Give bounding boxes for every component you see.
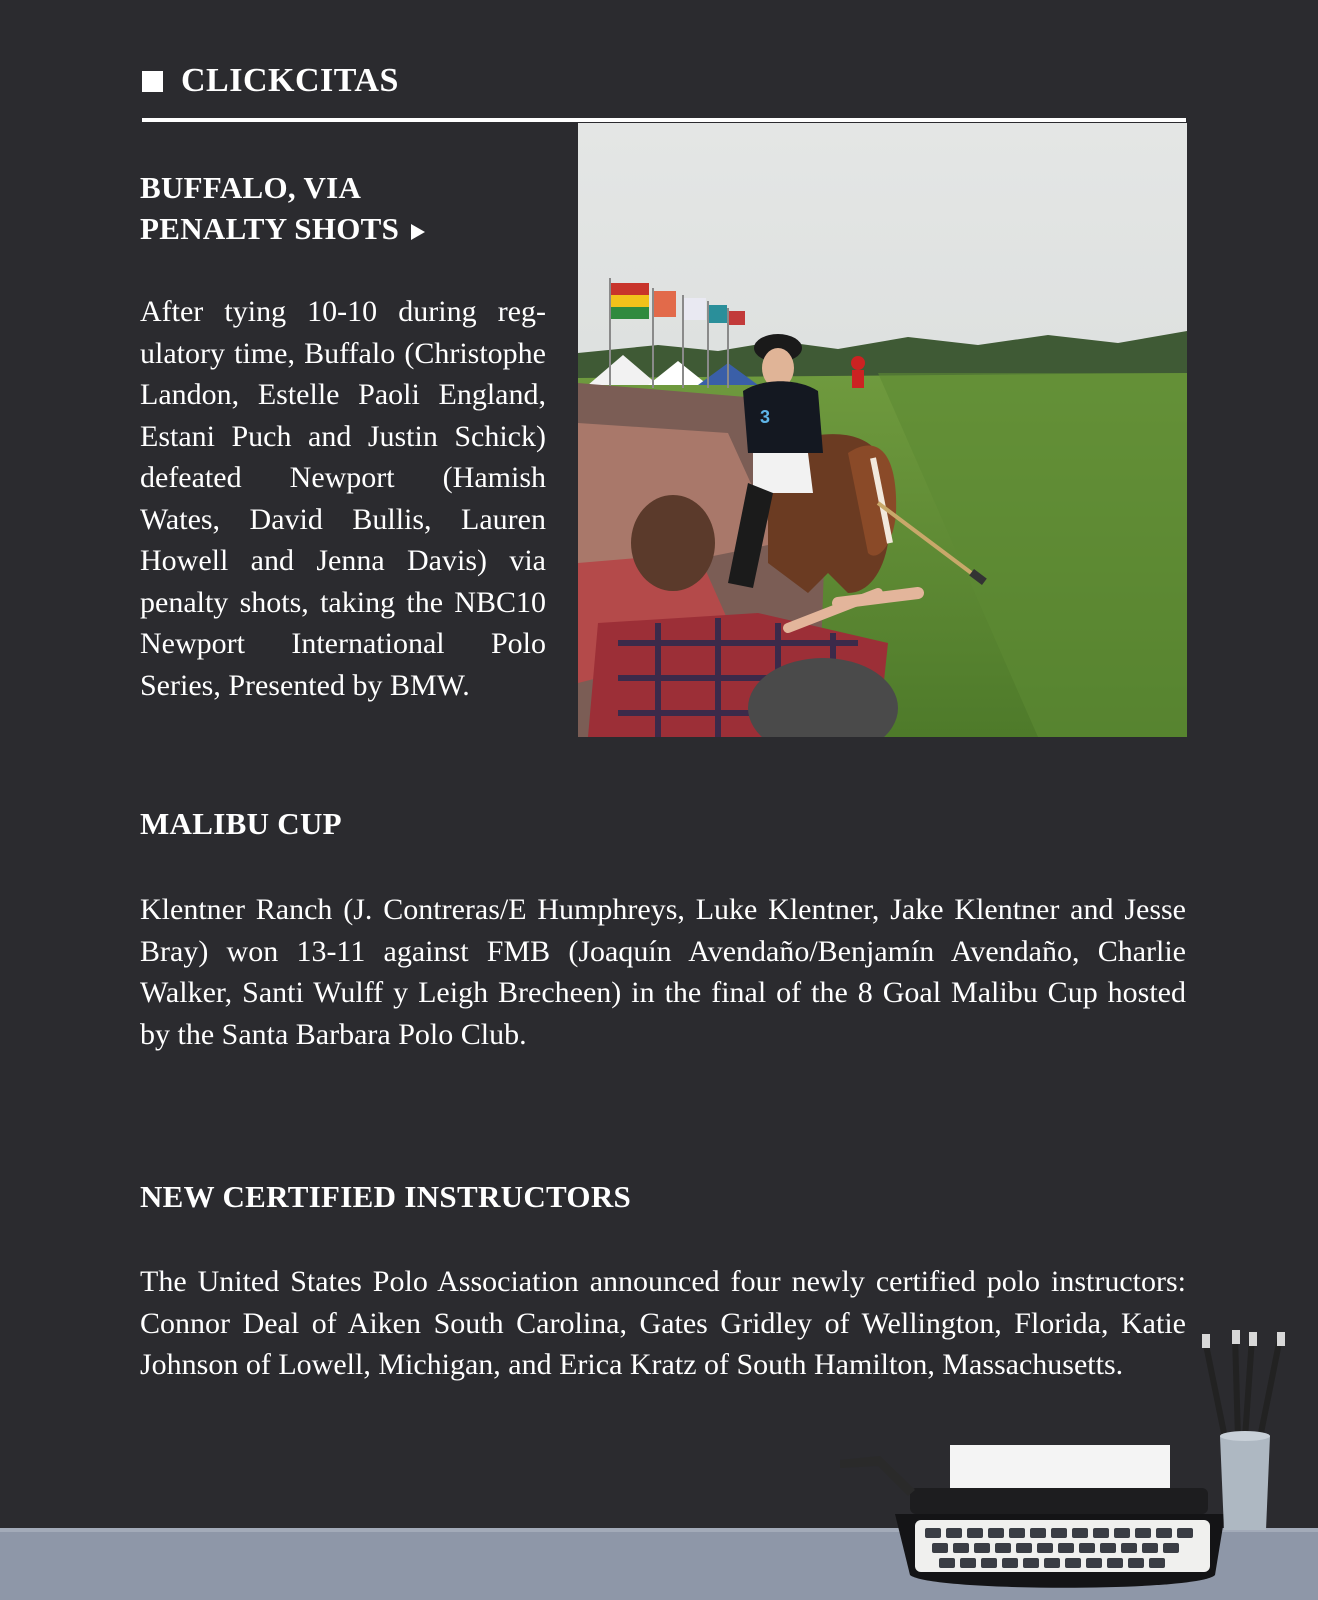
article-body-buffalo: After tying 10-10 during regulatory time, Buffalo (Christophe Landon, Estelle Paoli England, Estani Puch and Justin Schick) defeated Newport (Hamish Wates, David Bullis, Lauren Howell and Jenna Davis) via penalty shots, taking the NBC10 Newport International Polo Series, Presented by BMW. bbox=[140, 295, 546, 702]
polo-match-photo bbox=[578, 123, 1187, 737]
typewriter-icon bbox=[840, 1330, 1300, 1600]
header-divider bbox=[142, 118, 1186, 122]
article-body-malibu: Klentner Ranch (J. Contreras/E Humphreys, Luke Klentner, Jake Klentner and Jesse Bray) won 13-11 against FMB (Joaquín Avendaño/Benjamín Avendaño, Charlie Walker, Santi Wulff y Leigh Brecheen) in the final of the 8 Goal Malibu Cup hosted by the Santa Barbara Polo Club. bbox=[140, 893, 1186, 1051]
pencil-cup-icon bbox=[1202, 1330, 1285, 1530]
play-arrow-icon[interactable] bbox=[411, 224, 425, 240]
article-headline-buffalo[interactable] bbox=[140, 167, 425, 249]
headline-line-2: PENALTY SHOTS bbox=[140, 211, 400, 246]
section-title: CLICKCITAS bbox=[181, 62, 399, 99]
square-bullet-icon bbox=[142, 71, 163, 92]
polo-photo-illustration bbox=[578, 123, 1187, 737]
article-body-instructors: The United States Polo Association announced four newly certified polo instructors: Connor Deal of Aiken South Carolina, Gates Gridley of Wellington, Florida, Katie Johnson of Lowell, Michigan, and Erica Kratz of South Hamilton, Massachusetts. bbox=[140, 1265, 1186, 1381]
section-header bbox=[142, 62, 399, 100]
article-headline-instructors: NEW CERTIFIED INSTRUCTORS bbox=[140, 1179, 632, 1214]
article-headline-malibu: MALIBU CUP bbox=[140, 806, 342, 841]
headline-line-1: BUFFALO, VIA bbox=[140, 170, 362, 205]
svg-text:3: 3 bbox=[760, 407, 771, 427]
